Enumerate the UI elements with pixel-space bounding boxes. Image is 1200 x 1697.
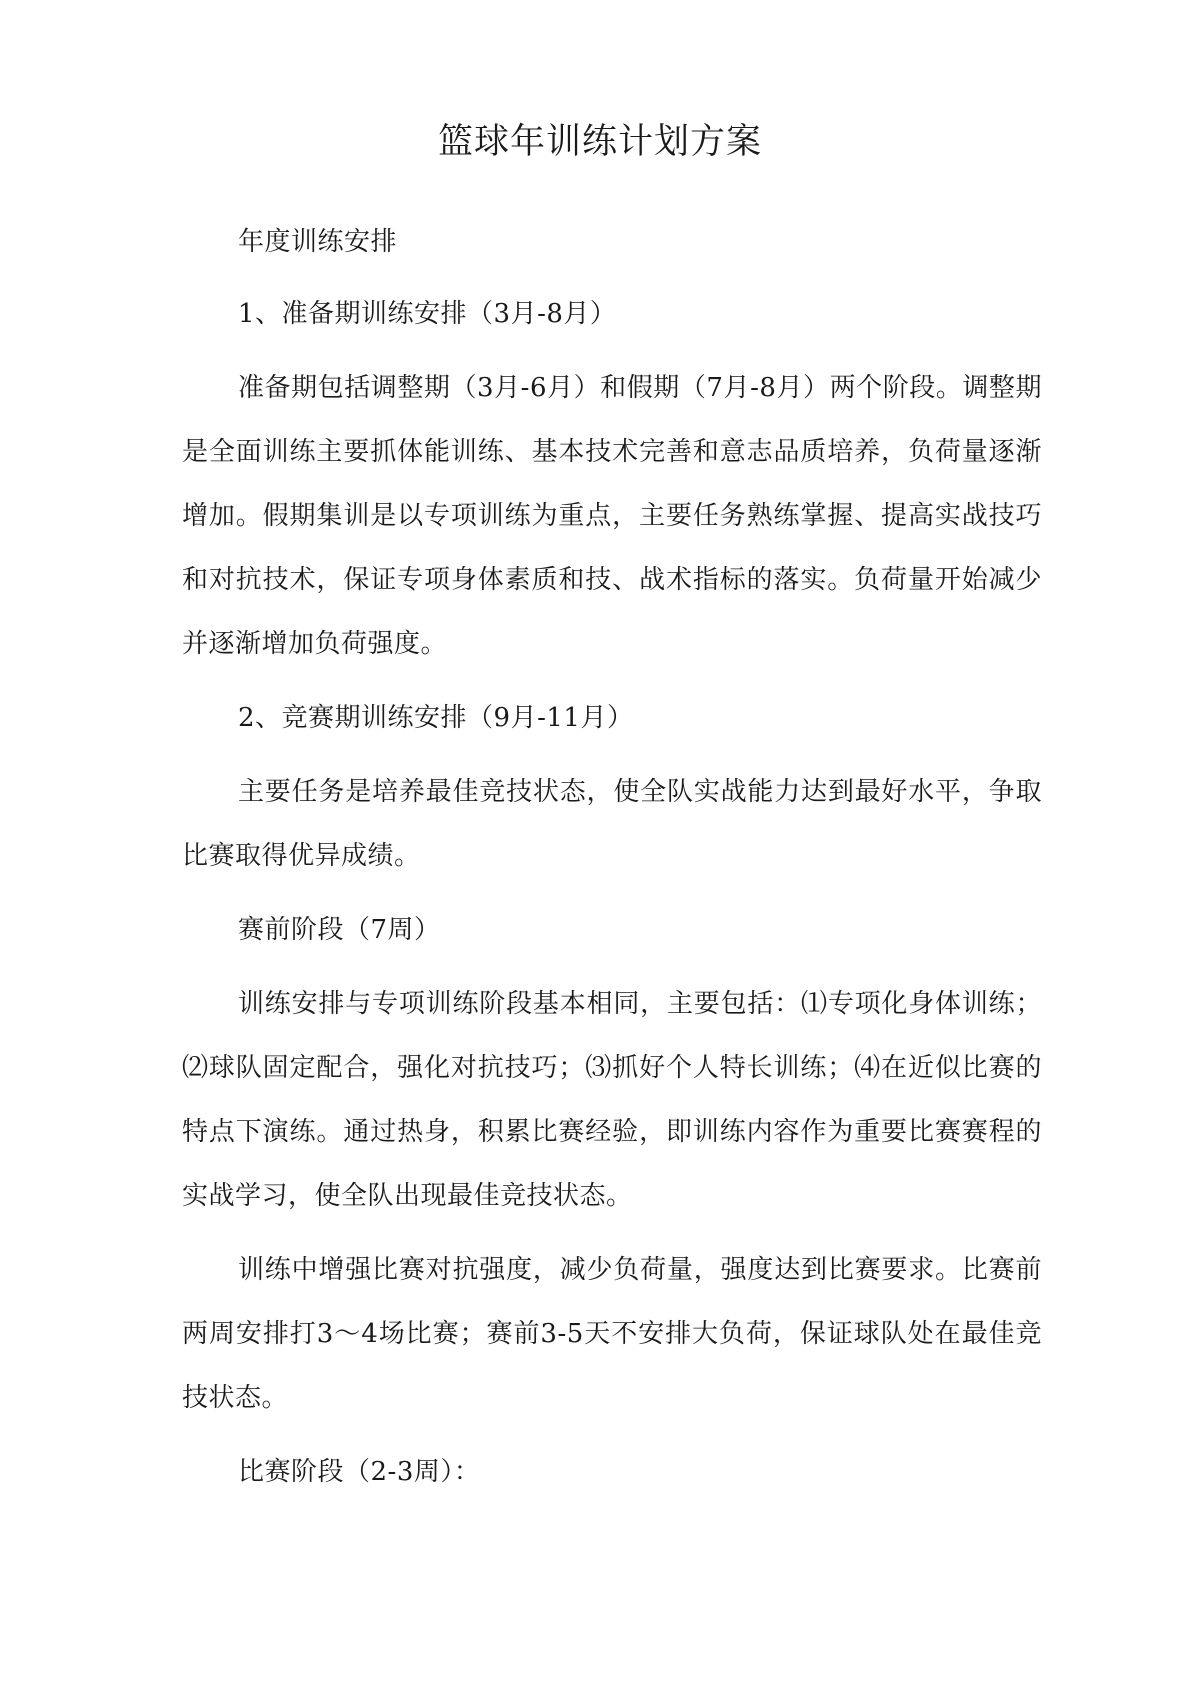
document-body	[182, 210, 1042, 1504]
heading-pre-match-stage: 赛前阶段（7周）	[238, 915, 441, 945]
document-title: 篮球年训练计划方案	[437, 122, 762, 162]
heading-match-stage: 比赛阶段（2-3周）：	[238, 1457, 481, 1487]
paragraph-competition-period: 主要任务是培养最佳竞技状态，使全队实战能力达到最好水平，争取比赛取得优异成绩。	[182, 777, 1042, 871]
paragraph-pre-match-intensity: 训练中增强比赛对抗强度，减少负荷量，强度达到比赛要求。比赛前两周安排打3〜4场比赛；赛前3-5天不安排大负荷，保证球队处在最佳竞技状态。	[182, 1255, 1042, 1413]
section-heading-annual-plan: 年度训练安排	[238, 227, 398, 257]
heading-competition-period: 2、竞赛期训练安排（9月-11月）	[238, 703, 634, 733]
paragraph-pre-match-training: 训练安排与专项训练阶段基本相同，主要包括：⑴专项化身体训练；⑵球队固定配合，强化对抗技巧；⑶抓好个人特长训练；⑷在近似比赛的特点下演练。通过热身，积累比赛经验，即训练内容作为重要比赛赛程的实战学习，使全队出现最佳竞技状态。	[182, 989, 1042, 1211]
paragraph-preparation-period: 准备期包括调整期（3月-6月）和假期（7月-8月）两个阶段。调整期是全面训练主要抓体能训练、基本技术完善和意志品质培养，负荷量逐渐增加。假期集训是以专项训练为重点，主要任务熟练掌握、提高实战技巧和对抗技术，保证专项身体素质和技、战术指标的落实。负荷量开始减少并逐渐增加负荷强度。	[182, 373, 1042, 659]
heading-preparation-period: 1、准备期训练安排（3月-8月）	[238, 299, 617, 329]
